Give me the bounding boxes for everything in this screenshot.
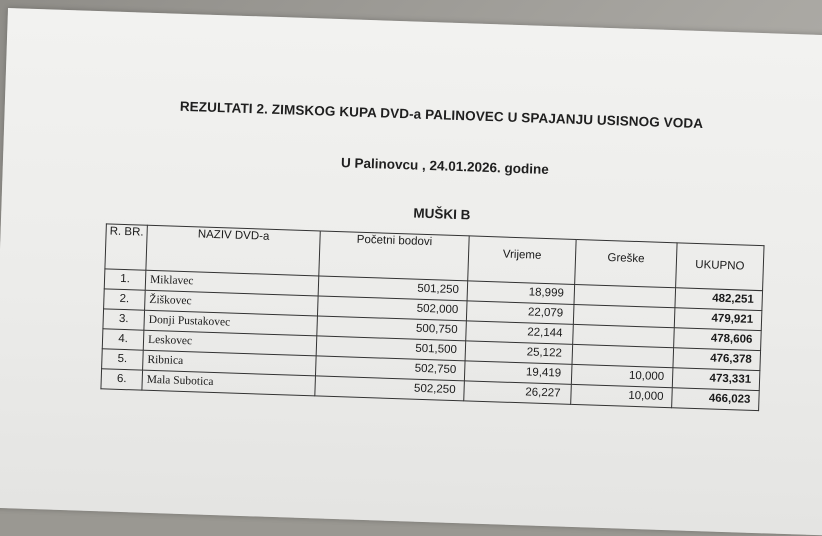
- document-title: REZULTATI 2. ZIMSKOG KUPA DVD-a PALINOVEC U SPAJANJU USISNOG VODA: [179, 98, 704, 132]
- header-errors: Greške: [575, 239, 677, 287]
- row-points: 501,500: [316, 336, 466, 361]
- row-rank: 1.: [104, 269, 146, 290]
- row-total: 482,251: [675, 288, 763, 311]
- row-time: 26,227: [464, 381, 572, 405]
- row-total: 478,606: [674, 328, 762, 351]
- row-name: Ribnica: [143, 350, 317, 376]
- row-rank: 4.: [102, 329, 144, 350]
- document-subtitle: U Palinovcu , 24.01.2026. godine: [340, 155, 550, 178]
- row-time: 25,122: [465, 341, 573, 365]
- header-name: NAZIV DVD-a: [146, 225, 320, 276]
- row-rank: 5.: [102, 349, 144, 370]
- row-points: 502,000: [317, 296, 467, 321]
- category-heading: MUŠKI B: [413, 205, 471, 223]
- row-name: Leskovec: [143, 330, 317, 356]
- row-errors: 10,000: [571, 384, 673, 407]
- row-rank: 6.: [101, 369, 143, 390]
- header-time: Vrijeme: [468, 236, 576, 285]
- row-rank: 3.: [103, 309, 145, 330]
- row-points: 502,750: [315, 356, 465, 381]
- row-name: Žiškovec: [145, 290, 319, 316]
- header-rank: R. BR.: [105, 224, 147, 270]
- row-time: 18,999: [467, 281, 575, 305]
- paper-sheet: [0, 8, 822, 536]
- row-total: 479,921: [674, 308, 762, 331]
- row-points: 501,250: [318, 276, 468, 301]
- row-points: 500,750: [317, 316, 467, 341]
- row-rank: 2.: [104, 289, 146, 310]
- row-total: 466,023: [672, 388, 760, 411]
- row-total: 476,378: [673, 348, 761, 371]
- header-points: Početni bodovi: [319, 231, 469, 281]
- row-name: Mala Subotica: [142, 370, 316, 396]
- row-total: 473,331: [672, 368, 760, 391]
- row-time: 22,079: [466, 301, 574, 325]
- row-name: Donji Pustakovec: [144, 310, 318, 336]
- row-time: 19,419: [464, 361, 572, 385]
- results-table: [100, 223, 764, 411]
- row-errors: 10,000: [571, 364, 673, 387]
- row-name: Miklavec: [145, 270, 319, 296]
- header-total: UKUPNO: [676, 243, 764, 291]
- row-time: 22,144: [466, 321, 574, 345]
- row-points: 502,250: [315, 376, 465, 401]
